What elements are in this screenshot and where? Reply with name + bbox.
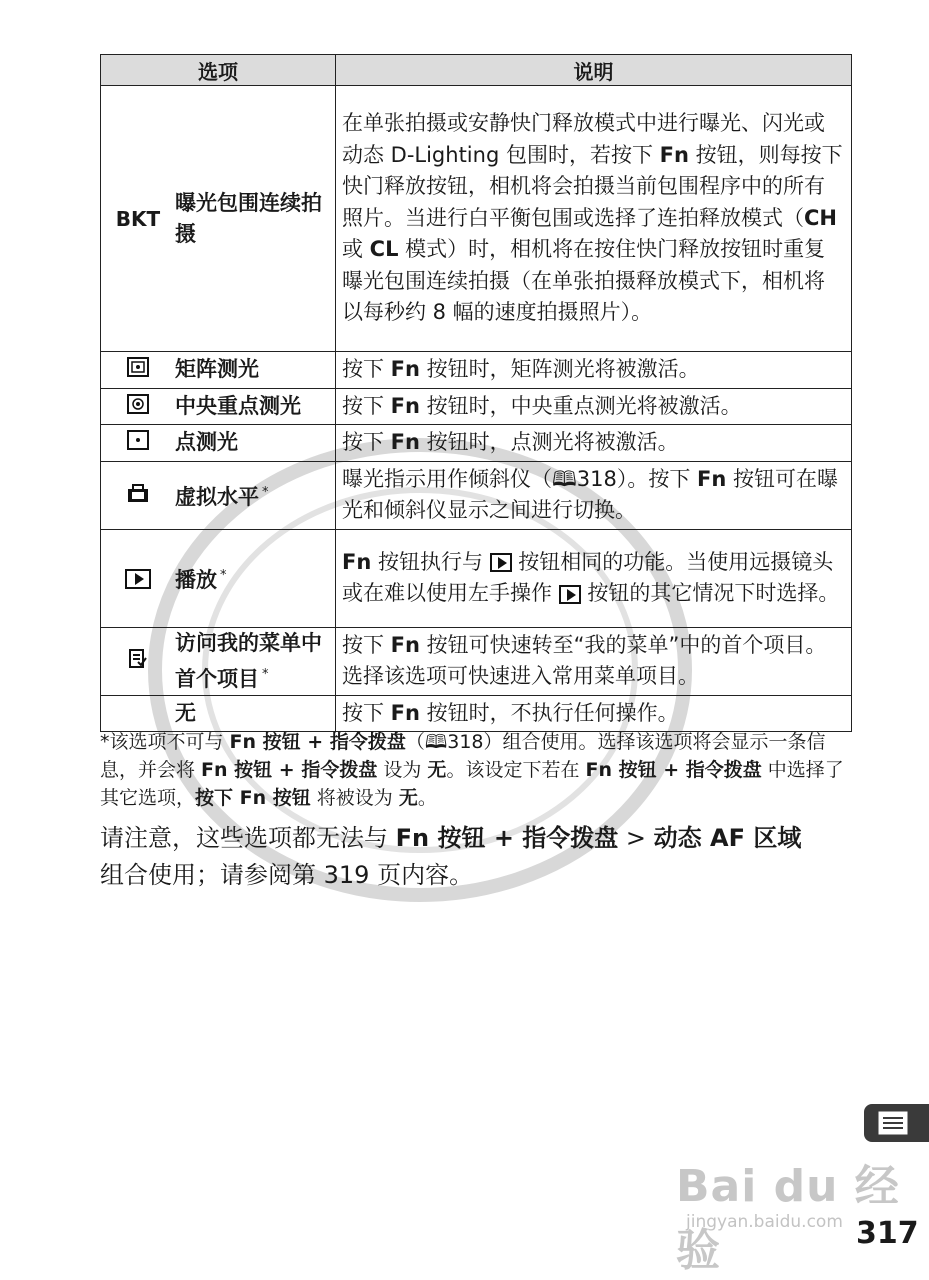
baidu-watermark-logo: Bai du 经验 — [676, 1161, 900, 1276]
table-row — [101, 86, 852, 352]
option-description: 按下 Fn 按钮时，点测光将被激活。 — [335, 425, 851, 462]
bkt-symbol: BKT — [115, 206, 161, 231]
option-name: 矩阵测光 — [175, 357, 259, 382]
spot-metering-icon — [101, 430, 175, 455]
matrix-metering-icon — [101, 357, 175, 382]
menu-section-tab — [864, 1104, 929, 1142]
playback-icon — [101, 566, 175, 590]
menu-list-icon — [878, 1111, 908, 1135]
table-row — [101, 388, 852, 425]
option-description: 在单张拍摄或安静快门释放模式中进行曝光、闪光或动态 D-Lighting 包围时，若按下 Fn 按钮，则每按下快门释放按钮，相机将会拍摄当前包围程序中的所有照片。当进行白平衡包围或选择了连拍释放模式（CH 或 CL 模式）时，相机将在按住快门释放按钮时重复曝光包围连续拍摄（在单张拍摄释放模式下，相机将以每秒约 8 幅的速度拍摄照片）。 — [335, 86, 851, 352]
option-name: 访问我的菜单中首个项目 * — [175, 630, 322, 691]
footnote: *该选项不可与 Fn 按钮 + 指令拨盘（🕮318）组合使用。选择该选项将会显示一条信息，并会将 Fn 按钮 + 指令拨盘 设为 无。该设定下若在 Fn 按钮 + 指令拨盘 中选择了其它选项，按下 Fn 按钮 将被设为 无。 — [100, 731, 844, 809]
virtual-horizon-icon — [101, 483, 175, 508]
option-name: 无 — [175, 700, 196, 725]
playback-button-icon — [559, 585, 581, 604]
option-name: 虚拟水平 * — [175, 485, 269, 509]
usage-note: 请注意，这些选项都无法与 Fn 按钮 + 指令拨盘 > 动态 AF 区域 组合使用；请参阅第 319 页内容。 — [100, 824, 802, 889]
table-row — [101, 627, 852, 695]
option-description: Fn 按钮执行与 按钮相同的功能。当使用远摄镜头或在难以使用左手操作 按钮的其它情况下时选择。 — [335, 529, 851, 627]
option-description: 曝光指示用作倾斜仪（🕮318）。按下 Fn 按钮可在曝光和倾斜仪显示之间进行切换。 — [335, 461, 851, 529]
book-icon: 🕮 — [551, 466, 577, 491]
option-name: 播放 * — [175, 568, 227, 592]
option-description: 按下 Fn 按钮时，不执行任何操作。 — [335, 695, 851, 732]
table-row — [101, 529, 852, 627]
options-table — [100, 54, 852, 732]
header-description: 说明 — [335, 55, 851, 86]
page-number: 317 — [856, 1216, 919, 1251]
option-description: 按下 Fn 按钮时，矩阵测光将被激活。 — [335, 352, 851, 389]
header-option: 选项 — [101, 55, 336, 86]
table-row — [101, 695, 852, 732]
baidu-watermark-url: jingyan.baidu.com — [686, 1212, 843, 1232]
table-row — [101, 425, 852, 462]
option-description: 按下 Fn 按钮时，中央重点测光将被激活。 — [335, 388, 851, 425]
table-row — [101, 352, 852, 389]
option-name: 点测光 — [175, 430, 238, 455]
option-description: 按下 Fn 按钮可快速转至“我的菜单”中的首个项目。选择该选项可快速进入常用菜单项目。 — [335, 627, 851, 695]
playback-button-icon — [490, 553, 512, 572]
option-name: 曝光包围连续拍摄 — [175, 190, 322, 246]
my-menu-icon — [101, 648, 175, 675]
option-name: 中央重点测光 — [175, 393, 301, 418]
table-row — [101, 461, 852, 529]
center-weighted-metering-icon — [101, 394, 175, 419]
book-icon: 🕮 — [424, 731, 448, 753]
